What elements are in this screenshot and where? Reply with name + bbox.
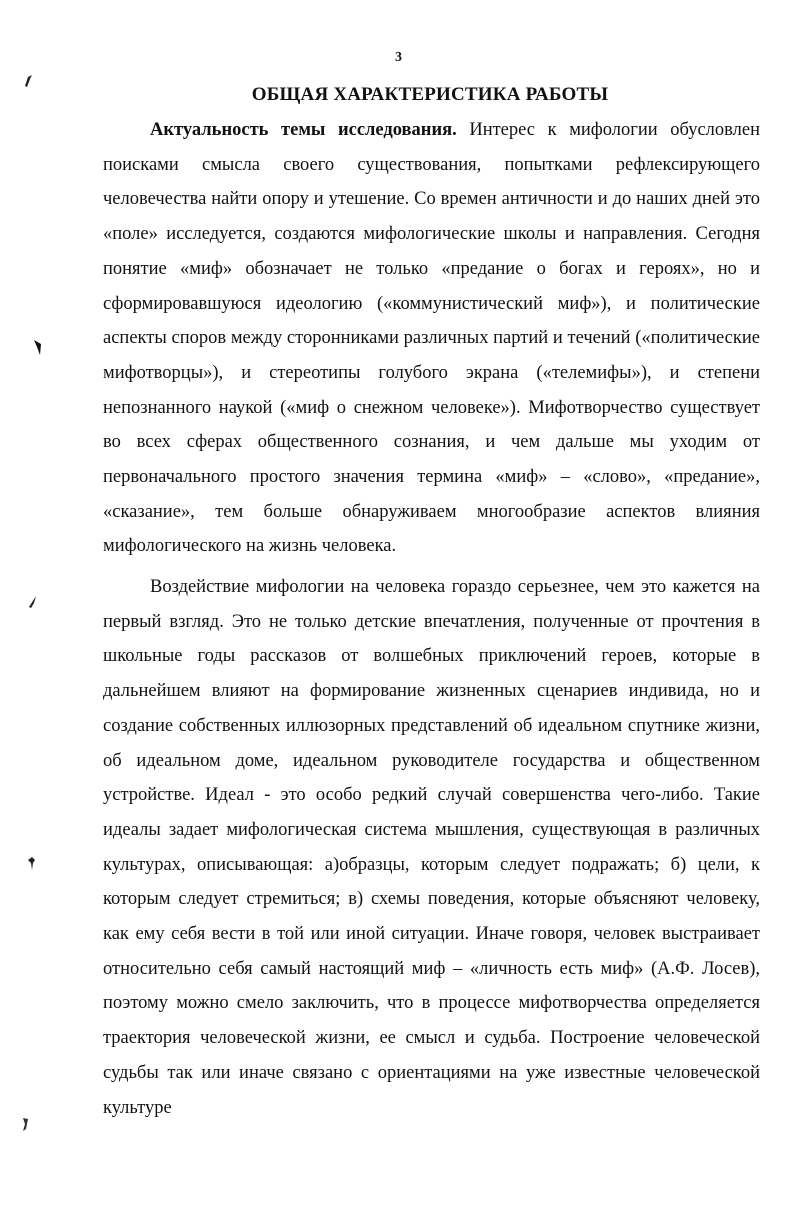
paragraph-text: Интерес к мифологии обусловлен поисками смысла своего существования, попытками рефлексирующего человечества найти опору и утешение. Со времен античности и до наших дней это «поле» исследуется, создаются мифологические школы и направления. Сегодня понятие «миф» обозначает не только «предание о богах и героях», но и сформировавшуюся идеологию («коммунистический миф»), и политические аспекты споров между сторонниками различных партий и течений («политические мифотворцы»), и стереотипы голубого экрана («телемифы»), и степени непознанного наукой («миф о снежном человеке»). Мифотворчество существует во всех сферах общественного сознания, и чем дальше мы уходим от первоначального простого значения термина «миф» – «слово», «предание», «сказание», тем больше обнаруживаем многообразие аспектов влияния мифологического на жизнь человека. bbox=[103, 120, 760, 557]
page-number: 3 bbox=[395, 50, 402, 65]
paragraph-lead: Актуальность темы исследования. bbox=[150, 120, 457, 140]
scan-mark-icon bbox=[27, 593, 39, 611]
scan-mark-icon bbox=[22, 72, 34, 90]
scan-mark-icon bbox=[32, 338, 44, 356]
paragraph-relevance bbox=[103, 113, 760, 564]
paragraph-text: Воздействие мифологии на человека гораздо серьезнее, чем это кажется на первый взгляд. Это не только детские впечатления, полученные от прочтения в школьные годы рассказов от волшебных приключений героев, которые в дальнейшем влияют на формирование жизненных сценариев индивида, но и создание собственных иллюзорных представлений об идеальном спутнике жизни, об идеальном доме, идеальном руководителе государства и общественном устройстве. Идеал - это особо редкий случай совершенства чего-либо. Такие идеалы задает мифологическая система мышления, существующая в различных культурах, описывающая: а)образцы, которым следует подражать; б) цели, к которым следует стремиться; в) схемы поведения, которые объясняют человеку, как ему себя вести в той или иной ситуации. Иначе говоря, человек выстраивает относительно себя самый настоящий миф – «личность есть миф» (А.Ф. Лосев), поэтому можно смело заключить, что в процессе мифотворчества определяется траектория человеческой жизни, ее смысл и судьба. Построение человеческой судьбы так или иначе связано с ориентациями на уже известные человеческой культуре bbox=[103, 577, 760, 1118]
scan-mark-icon bbox=[20, 1115, 32, 1133]
scan-mark-icon bbox=[26, 855, 38, 873]
paragraph-influence bbox=[103, 570, 760, 1125]
page-title: ОБЩАЯ ХАРАКТЕРИСТИКА РАБОТЫ bbox=[251, 84, 609, 105]
